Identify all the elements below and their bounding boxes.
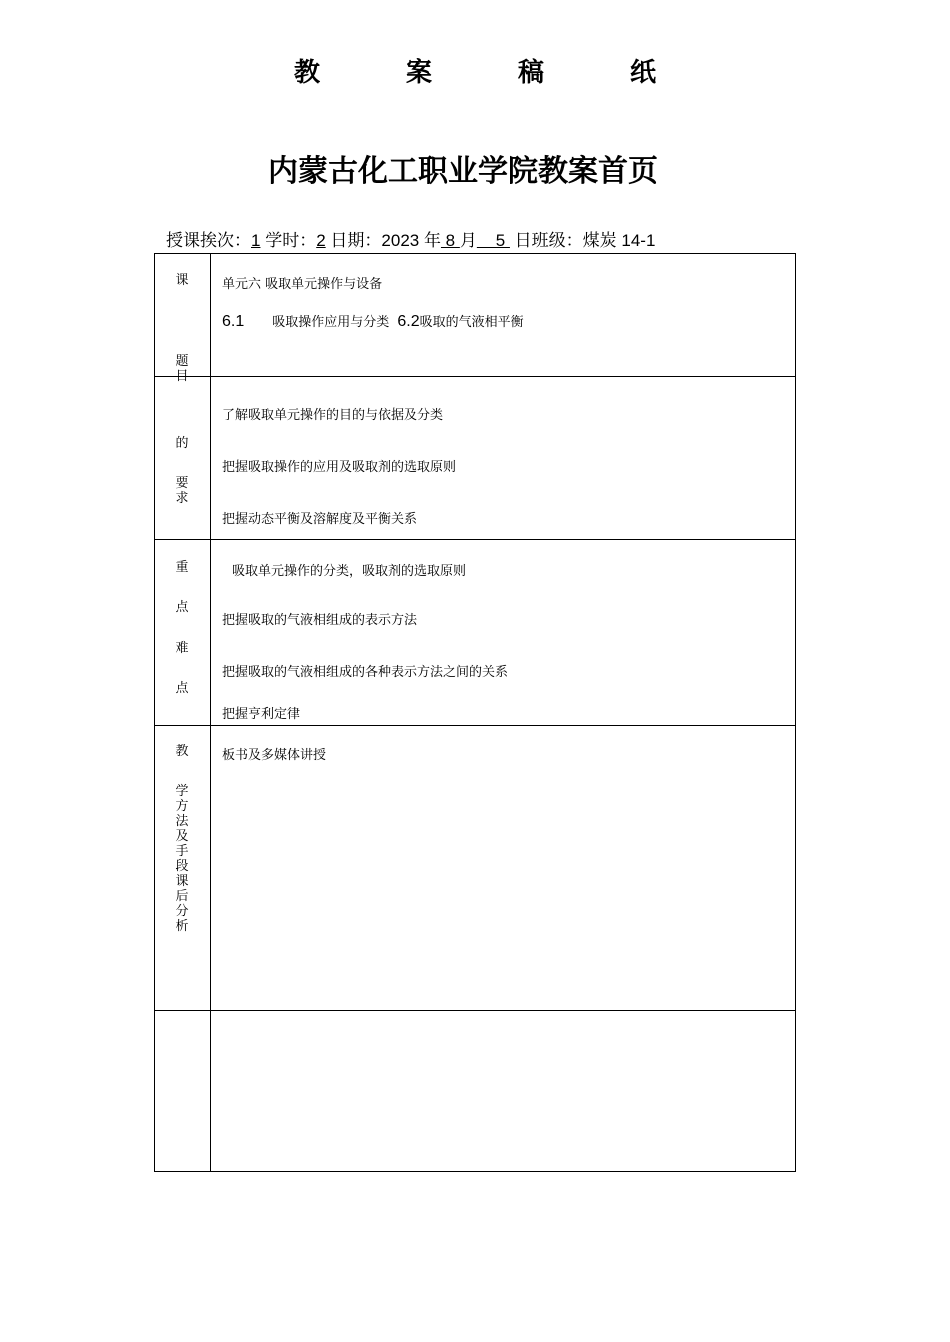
- hours-value: 2: [316, 231, 326, 250]
- header-title: [0, 52, 950, 89]
- row-key-points: [155, 540, 795, 726]
- header-char-4: 纸: [629, 58, 656, 88]
- session-label: 授课挨次：: [166, 231, 251, 250]
- topic-num-2: 6.2: [397, 313, 420, 330]
- key-point-1: 吸取单元操作的分类，吸取剂的选取原则: [232, 564, 467, 579]
- label-methods-6: 手: [175, 844, 189, 859]
- topic-unit-title: 单元六 吸取单元操作与设备: [222, 277, 383, 292]
- row-topic: [155, 254, 795, 384]
- label-goals-3: 求: [175, 491, 189, 506]
- label-goals-2: 要: [175, 476, 189, 491]
- label-topic-2: 题: [175, 354, 189, 369]
- page-title: 内蒙古化工职业学院教案首页: [268, 154, 658, 189]
- session-value: 1: [251, 231, 261, 250]
- topic-num-1: 6.1: [222, 313, 245, 330]
- label-methods-2: 学: [175, 784, 189, 799]
- label-methods-11: 析: [175, 919, 189, 934]
- label-methods-5: 及: [175, 829, 189, 844]
- header-char-3: 稿: [517, 58, 544, 88]
- hours-label: 学时：: [265, 231, 317, 250]
- label-goals-1: 的: [175, 436, 189, 451]
- key-point-4: 把握亨利定律: [222, 707, 301, 722]
- lesson-plan-table: [154, 253, 796, 1172]
- month-value: 8: [440, 231, 460, 250]
- label-key-4: 点: [175, 681, 189, 696]
- label-key-1: 重: [175, 560, 189, 575]
- goal-item-3: 把握动态平衡及溶解度及平衡关系: [222, 512, 418, 527]
- goal-item-1: 了解吸取单元操作的目的与依据及分类: [222, 408, 444, 423]
- label-methods-4: 法: [175, 814, 189, 829]
- row-goals: [155, 377, 795, 540]
- header-char-2: 案: [405, 58, 432, 88]
- row-empty: [155, 1011, 795, 1171]
- topic-subtitles: [222, 311, 524, 331]
- month-label: 月: [459, 231, 477, 250]
- label-methods-7: 段: [175, 859, 189, 874]
- label-methods-9: 后: [175, 889, 189, 904]
- key-point-3: 把握吸取的气液相组成的各种表示方法之间的关系: [222, 665, 509, 680]
- topic-text-1: 吸取操作应用与分类: [272, 315, 390, 330]
- label-methods-1: 教: [175, 744, 189, 759]
- day-value: 5: [476, 231, 510, 250]
- label-topic-3: 目: [175, 369, 189, 384]
- date-label: 日期：2023 年: [330, 231, 441, 250]
- label-key-2: 点: [175, 600, 189, 615]
- method-item-1: 板书及多媒体讲授: [222, 748, 327, 763]
- lesson-info-line: [166, 226, 655, 251]
- topic-text-2: 吸取的气液相平衡: [419, 315, 524, 330]
- label-methods-8: 课: [175, 874, 189, 889]
- label-methods-3: 方: [175, 799, 189, 814]
- label-topic-1: 课: [175, 273, 189, 288]
- label-methods-10: 分: [175, 904, 189, 919]
- goal-item-2: 把握吸取操作的应用及吸取剂的选取原则: [222, 460, 457, 475]
- key-point-2: 把握吸取的气液相组成的表示方法: [222, 613, 418, 628]
- label-key-3: 难: [175, 641, 189, 656]
- header-char-1: 教: [293, 58, 320, 88]
- day-class-label: 日班级：煤炭 14-1: [514, 231, 656, 250]
- row-methods: [155, 726, 795, 1011]
